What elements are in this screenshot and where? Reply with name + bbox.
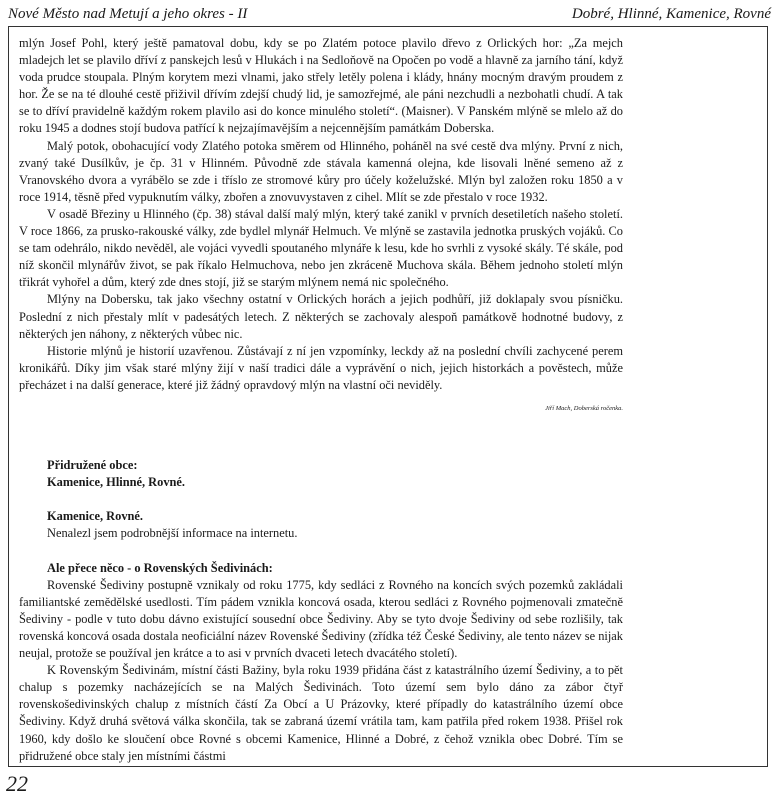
page-number: 22 xyxy=(6,771,28,796)
header-chapter-title: Dobré, Hlinné, Kamenice, Rovné xyxy=(571,6,771,22)
villages-section xyxy=(19,457,623,765)
header-book-title: Nové Město nad Metují a jeho okres - II xyxy=(8,6,248,22)
article-paragraph: Historie mlýnů je historií uzavřenou. Zůstávají z ní jen vzpomínky, leckdy až na poslední chvíli zachycené perem kronikářů. Díky jim však staré mlýny žijí v naší tradici dále a vyprávění o nich, jejich historkách a pověstech, může přecházet i na další generace, které již žádný opravdový mlýn na vlastní oči neviděly. xyxy=(19,343,623,392)
kamenice-rovne-heading: Kamenice, Rovné. xyxy=(47,509,144,524)
article-paragraph: Malý potok, obohacující vody Zlatého potoka směrem od Hlinného, poháněl na své cestě dva mlýny. První z nich, zvaný také Dusílkův, je čp. 31 v Hlinném. Původně zde stávala kamenná olejna, kde lisovali lněné semeno až z Vranovského dvora a vyrábělo se zde i tříslo ze stromové kůry pro účely koželužské. Mlýn byl založen roku 1850 a v roce 1914, těsně před vypuknutím války, zbořen a znovuvystaven z cihel. Mlít se zde přestalo v roce 1932. xyxy=(19,138,623,204)
article-paragraph: V osadě Březiny u Hlinného (čp. 38) stával další malý mlýn, který také zanikl v prvních desetiletích našeho století. V roce 1866, za prusko-rakouské války, zde bydlel mlynář Helmuch. Ve mlýně se zastavila jednotka pruských vojáků. Co se tam odehrálo, nikdo nevěděl, ale vojáci vyvedli spoutaného mlynáře k lesu, kde ho svrhli z vysoké skály. Té skále, pod níž skončil mlynářův život, se pak říkalo Helmuchova, nebo jen zkráceně Muchova skála. Během jednoho století mlýn třikrát vyhořel a dům, který zde dnes stojí, již se starým mlýnem nemá nic společného. xyxy=(19,206,623,290)
spacer xyxy=(19,542,623,559)
sediviny-heading: Ale přece něco - o Rovenských Šedivinách: xyxy=(47,560,273,575)
running-header xyxy=(8,2,771,26)
sediviny-paragraph: Rovenské Šediviny postupně vznikaly od roku 1775, kdy sedláci z Rovného na koncích svých pozemků zakládali familiantské zemědělské usedlosti. Tím pádem vznikla koncová osada, kterou sedláci z Rovného pojmenovali zmatečně Šediviny - podle v tuto dobu dávno existující sousední obce Šediviny. Aby se tyto dvoje Šediviny od sebe rozlišily, tak rovenská koncová osada dostala neoficiální název Rovenské Šediviny (zřídka též České Šediviny, ale tento název se nijak neujal, protože se používal jen krátce a to asi v prvních dvaceti letech dvacátého století). xyxy=(19,577,623,661)
associated-villages-list: Kamenice, Hlinné, Rovné. xyxy=(47,475,186,490)
sediviny-paragraph: K Rovenským Šedivinám, místní části Bažiny, byla roku 1939 přidána část z katastrálního území Šediviny, a to pět chalup s pozemky nacházejících se na Malých Šedivinách. Toto území sem bylo dáno za zábor čtyř rovenskošedivinských chalup z místních částí Za Obcí a U Prázovky, které případly do katastrálního území obce Šediviny. Když druhá světová válka skončila, tak se zabraná území vrátila tam, kam patřila před rokem 1938. Přišel rok 1960, kdy došlo ke sloučení obce Rovné s obcemi Kamenice, Hlinné a Dobré, z čehož vznikla obec Dobré. Tím se přidružené obce staly jen místními částmi xyxy=(19,663,623,763)
article-paragraph: Mlýny na Dobersku, tak jako všechny ostatní v Orlických horách a jejich podhůří, již doklapaly svou písničku. Poslední z nich přestaly mlít v padesátých letech. Z některých se zachovaly alespoň památkově hodnotné budovy, z některých jen náhony, z některých vůbec nic. xyxy=(19,292,623,341)
mills-article xyxy=(19,35,623,394)
kamenice-rovne-note: Nenalezl jsem podrobnější informace na internetu. xyxy=(47,526,298,541)
article-signature: Jiří Mach, Doberská ročenka. xyxy=(545,405,623,412)
spacer xyxy=(19,491,623,508)
article-paragraph: mlýn Josef Pohl, který ještě pamatoval dobu, kdy se po Zlatém potoce plavilo dřevo z Orlických hor: „Za mejch mladejch let se plavilo dříví z panskejch lesů v Hlukách i na Sedloňově na Opočen po vodě a hlavně za jarního tání, když voda prudce stoupala. Plným korytem mezi vlnami, jako střely letěly polena i klády, hnány mocným dravým proudem z hor. Že se na té dlouhé cestě přiživil dřívím zdejší chudý lid, je samozřejmé, ale páni nezchudli a nezbohatli chudí. A tak se to dříví pravidelně každým rokem plavilo asi do konce minulého století“. (Maisner). V Panském mlýně se mlelo až do roku 1945 a dodnes stojí budova patřící k nejzajímavějším a nejcennějším památkám Doberska. xyxy=(19,36,623,136)
associated-villages-heading: Přidružené obce: xyxy=(47,458,138,472)
